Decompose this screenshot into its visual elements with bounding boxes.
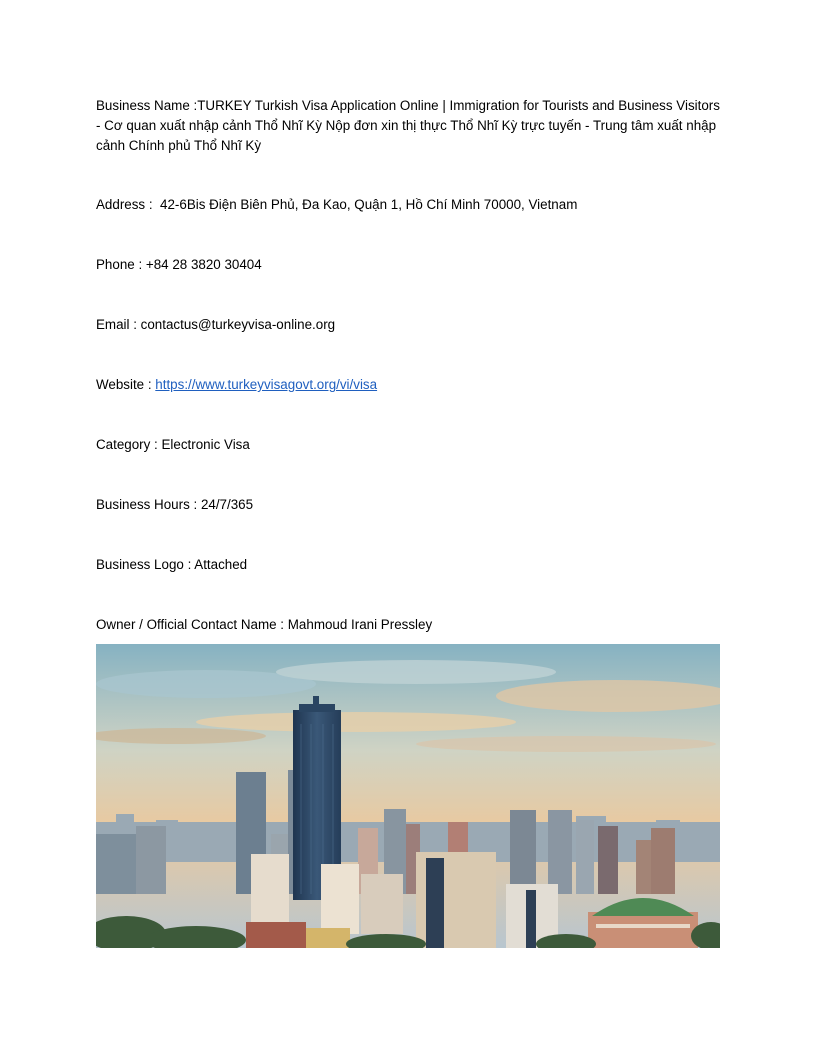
email-line — [96, 315, 720, 335]
owner-label: Owner / Official Contact Name : — [96, 617, 288, 632]
business-name-value: TURKEY Turkish Visa Application Online | Immigration for Tourists and Business Visitors - Cơ quan xuất nhập cảnh Thổ Nhĩ Kỳ Nộp đơn xin thị thực Thổ Nhĩ Kỳ trực tuyến - Trung tâm xuất nhập cảnh Chính phủ Thổ Nhĩ Kỳ — [96, 98, 720, 153]
phone-label: Phone : — [96, 257, 146, 272]
business-hours-value: 24/7/365 — [200, 497, 254, 512]
website-label: Website : — [96, 377, 156, 392]
website-link[interactable]: https://www.turkeyvisagovt.org/vi/visa — [155, 377, 378, 392]
address-line — [96, 195, 720, 215]
business-name-label: Business Name : — [96, 98, 198, 113]
address-value: 42-6Bis Điện Biên Phủ, Đa Kao, Quận 1, Hồ Chí Minh 70000, Vietnam — [160, 197, 578, 212]
phone-value: +84 28 3820 30404 — [145, 257, 262, 272]
category-label: Category : — [96, 437, 162, 452]
category-value: Electronic Visa — [161, 437, 250, 452]
business-logo-label: Business Logo : — [96, 557, 195, 572]
owner-value: Mahmoud Irani Pressley — [287, 617, 433, 632]
business-hours-label: Business Hours : — [96, 497, 201, 512]
owner-line — [96, 615, 720, 635]
business-hours-line — [96, 495, 720, 515]
email-value: contactus@turkeyvisa-online.org — [140, 317, 336, 332]
business-logo-line — [96, 555, 720, 575]
category-line — [96, 435, 720, 455]
business-name-line — [96, 96, 720, 156]
business-logo-value: Attached — [194, 557, 248, 572]
city-skyline-illustration — [96, 644, 720, 948]
email-label: Email : — [96, 317, 141, 332]
phone-line — [96, 255, 720, 275]
address-label: Address : — [96, 197, 161, 212]
website-line — [96, 375, 720, 395]
city-skyline-photo — [96, 644, 720, 948]
